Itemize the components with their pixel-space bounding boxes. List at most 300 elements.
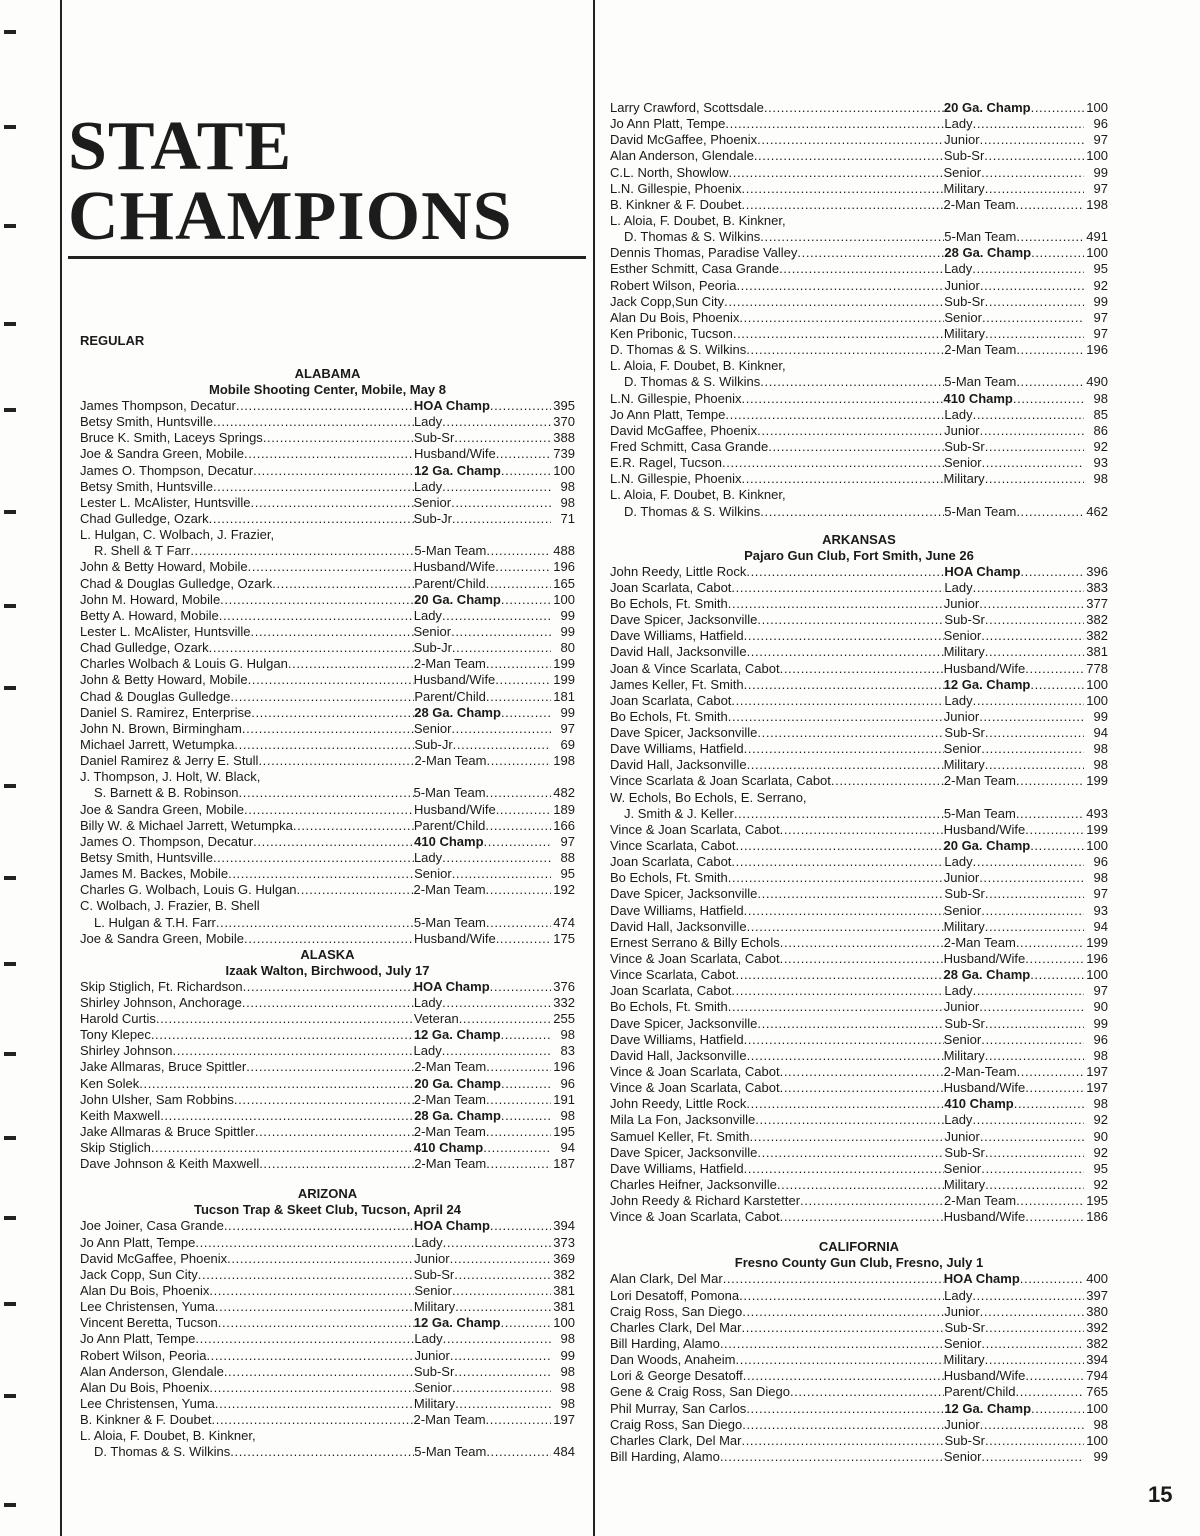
- dot-leader: [1016, 935, 1084, 951]
- dot-leader: [213, 479, 414, 495]
- score: 98: [1093, 390, 1108, 406]
- result-row: [80, 446, 575, 462]
- shooter-names: Chad Gulledge, Ozark: [80, 640, 209, 656]
- result-row: [80, 1315, 575, 1331]
- shooter-names: Dave Johnson & Keith Maxwell: [80, 1156, 260, 1172]
- score: 71: [560, 510, 575, 526]
- result-row: [610, 1433, 1108, 1449]
- dot-leader: [720, 1449, 944, 1465]
- dot-leader: [485, 818, 551, 834]
- shooter-names: Dave Williams, Hatfield: [610, 741, 744, 757]
- event-class: 410 Champ: [943, 390, 1013, 406]
- score: 199: [553, 656, 575, 672]
- event-class: Junior: [414, 1347, 450, 1363]
- dot-leader: [790, 1384, 944, 1400]
- result-row: [80, 1218, 575, 1234]
- dot-leader: [459, 1011, 551, 1027]
- shooter-names: Alan Clark, Del Mar: [610, 1271, 723, 1287]
- event-class: Sub-Jr: [414, 736, 453, 752]
- shooter-names: Joan Scarlata, Cabot: [610, 579, 732, 595]
- score: 97: [1093, 325, 1108, 341]
- shooter-names: B. Kinkner & F. Doubet: [610, 196, 742, 212]
- shooter-names: L. Hulgan & T.H. Farr: [94, 914, 216, 930]
- shooter-names: Ernest Serrano & Billy Echols: [610, 934, 780, 950]
- dot-leader: [980, 132, 1084, 148]
- dot-leader: [244, 446, 414, 462]
- score: 97: [1093, 132, 1108, 148]
- margin-tick: [4, 1302, 16, 1306]
- score: 93: [1093, 455, 1108, 471]
- result-row: [80, 931, 575, 947]
- dot-leader: [1016, 197, 1084, 213]
- score: 97: [560, 720, 575, 736]
- result-row: [610, 391, 1108, 407]
- result-row: [80, 576, 575, 592]
- dot-leader: [484, 834, 551, 850]
- dot-leader: [219, 608, 414, 624]
- shooter-names: Ken Solek: [80, 1075, 140, 1091]
- dot-leader: [1031, 1401, 1084, 1417]
- score: 100: [1086, 1400, 1108, 1416]
- score: 381: [553, 1299, 575, 1315]
- shooter-names: Jack Copp, Sun City: [80, 1266, 198, 1282]
- score: 100: [1086, 100, 1108, 115]
- title-underline: [68, 256, 586, 259]
- dot-leader: [780, 1209, 944, 1225]
- score: 382: [1086, 628, 1108, 644]
- score: 181: [553, 688, 575, 704]
- dot-leader: [234, 1092, 414, 1108]
- result-row: [610, 407, 1108, 423]
- shooter-names: David McGaffee, Phoenix: [610, 422, 758, 438]
- shooter-names: L. Hulgan, C. Wolbach, J. Frazier,: [80, 527, 275, 543]
- result-row: [610, 278, 1108, 294]
- result-row: [80, 1235, 575, 1251]
- dot-leader: [739, 1288, 944, 1304]
- event-heading: Fresno County Gun Club, Fresno, July 1: [734, 1255, 984, 1271]
- result-row: [80, 689, 575, 705]
- event-class: 12 Ga. Champ: [413, 1027, 501, 1043]
- dot-leader: [780, 661, 944, 677]
- event-class: Husband/Wife: [943, 660, 1026, 676]
- dot-leader: [985, 1320, 1084, 1336]
- score: 396: [1086, 563, 1108, 579]
- score: 94: [1093, 918, 1108, 934]
- dot-leader: [985, 1048, 1084, 1064]
- dot-leader: [218, 1315, 414, 1331]
- dot-leader: [979, 999, 1084, 1015]
- score: 98: [1093, 757, 1108, 773]
- shooter-names: Esther Schmitt, Casa Grande: [610, 261, 780, 277]
- result-row: [80, 543, 575, 559]
- score: 166: [553, 817, 575, 833]
- shooter-names: Bo Echols, Ft. Smith: [610, 595, 728, 611]
- result-row: [80, 1092, 575, 1108]
- result-row: [80, 1299, 575, 1315]
- event-class: HOA Champ: [943, 1271, 1020, 1287]
- dot-leader: [251, 495, 414, 511]
- result-row: [610, 612, 1108, 628]
- score: 197: [1086, 1064, 1108, 1080]
- shooter-names: Joe Joiner, Casa Grande: [80, 1218, 224, 1234]
- dot-leader: [1017, 1064, 1084, 1080]
- result-row: [610, 423, 1108, 439]
- dot-leader: [244, 802, 414, 818]
- dot-leader: [212, 1412, 414, 1428]
- dot-leader: [209, 511, 414, 527]
- result-row: [610, 1096, 1108, 1112]
- dot-leader: [731, 983, 944, 999]
- shooter-names: Skip Stiglich: [80, 1140, 151, 1156]
- event-class: 2-Man Team: [944, 342, 1017, 358]
- result-row: [80, 1267, 575, 1283]
- event-heading: Izaak Walton, Birchwood, July 17: [225, 962, 430, 978]
- event-class: Lady: [944, 692, 973, 708]
- score: 100: [553, 462, 575, 478]
- dot-leader: [452, 640, 551, 656]
- shooter-names: Betsy Smith, Huntsville: [80, 849, 213, 865]
- event-class: Junior: [944, 277, 980, 293]
- result-row: [80, 737, 575, 753]
- dot-leader: [156, 1011, 414, 1027]
- event-class: Senior: [944, 309, 982, 325]
- result-row: [80, 1444, 575, 1460]
- dot-leader: [209, 1380, 414, 1396]
- margin-tick: [4, 1394, 16, 1398]
- result-row: [610, 628, 1108, 644]
- dot-leader: [982, 455, 1084, 471]
- event-class: 20 Ga. Champ: [943, 100, 1031, 115]
- event-class: Parent/Child: [414, 688, 486, 704]
- result-row: [610, 693, 1108, 709]
- event-class: Junior: [944, 132, 980, 148]
- dot-leader: [985, 1016, 1084, 1032]
- result-row: [610, 564, 1108, 580]
- dot-leader: [442, 479, 551, 495]
- state-block: [80, 947, 575, 1173]
- dot-leader: [779, 261, 944, 277]
- result-row: [80, 1283, 575, 1299]
- dot-leader: [741, 1433, 944, 1449]
- event-class: Parent/Child: [943, 1384, 1016, 1400]
- score: 488: [553, 543, 575, 559]
- dot-leader: [742, 391, 944, 407]
- result-row: [80, 1251, 575, 1267]
- score: 98: [560, 1107, 575, 1123]
- dot-leader: [234, 737, 414, 753]
- dot-leader: [973, 116, 1084, 132]
- event-class: 2-Man Team: [413, 656, 486, 672]
- score: 98: [560, 478, 575, 494]
- event-class: Lady: [414, 1234, 443, 1250]
- margin-tick: [4, 1136, 16, 1140]
- event-class: Senior: [413, 494, 452, 510]
- result-row: [80, 511, 575, 527]
- result-row: [80, 915, 575, 931]
- shooter-names: L.N. Gillespie, Phoenix: [610, 180, 742, 196]
- result-row: [80, 785, 575, 801]
- event-class: Senior: [414, 1379, 452, 1395]
- shooter-names: Betty A. Howard, Mobile: [80, 607, 219, 623]
- score: 382: [1086, 1335, 1108, 1351]
- shooter-names: Ken Pribonic, Tucson: [610, 325, 733, 341]
- score: 187: [553, 1156, 575, 1172]
- page-title-line-1: STATE: [68, 108, 293, 185]
- dot-leader: [490, 1218, 551, 1234]
- event-class: 5-Man Team: [944, 374, 1017, 390]
- shooter-names: Dan Woods, Anaheim: [610, 1352, 736, 1368]
- shooter-names: L. Aloia, F. Doubet, B. Kinkner,: [80, 1428, 256, 1444]
- event-class: Lady: [414, 1331, 443, 1347]
- left-column-rule: [60, 0, 62, 1536]
- result-row: [610, 1209, 1108, 1225]
- result-row: [80, 1027, 575, 1043]
- dot-leader: [455, 1299, 551, 1315]
- score: 98: [560, 1027, 575, 1043]
- shooter-names: Robert Wilson, Peoria: [80, 1347, 207, 1363]
- dot-leader: [1025, 1080, 1084, 1096]
- score: 96: [1093, 1031, 1108, 1047]
- shooter-names: Betsy Smith, Huntsville: [80, 414, 213, 430]
- dot-leader: [454, 1364, 551, 1380]
- shooter-names: Vince Scarlata, Cabot: [610, 967, 736, 983]
- dot-leader: [451, 624, 551, 640]
- dot-leader: [1025, 1368, 1084, 1384]
- shooter-names: James Keller, Ft. Smith: [610, 676, 744, 692]
- result-row: [610, 1449, 1108, 1465]
- dot-leader: [486, 656, 551, 672]
- shooter-names: Phil Murray, San Carlos: [610, 1400, 747, 1416]
- state-block: [80, 1186, 575, 1460]
- dot-leader: [985, 725, 1084, 741]
- dot-leader: [736, 1352, 944, 1368]
- result-row: [610, 471, 1108, 487]
- dot-leader: [1030, 967, 1084, 983]
- result-row: [610, 1417, 1108, 1433]
- dot-leader: [486, 753, 551, 769]
- event-class: 2-Man Team: [943, 196, 1016, 212]
- shooter-names: Jo Ann Platt, Tempe: [610, 116, 726, 132]
- result-row: [80, 1412, 575, 1428]
- result-row: [80, 753, 575, 769]
- dot-leader: [1031, 245, 1084, 261]
- dot-leader: [244, 931, 414, 947]
- dot-leader: [739, 310, 944, 326]
- dot-leader: [985, 326, 1084, 342]
- dot-leader: [490, 979, 551, 995]
- event-class: Military: [943, 1177, 986, 1192]
- score: 92: [1093, 1144, 1108, 1160]
- score: 376: [553, 978, 575, 994]
- event-class: Lady: [944, 579, 973, 595]
- dot-leader: [224, 1364, 414, 1380]
- shooter-names: Betsy Smith, Huntsville: [80, 478, 213, 494]
- shooter-names: Dave Spicer, Jacksonville: [610, 1144, 758, 1160]
- dot-leader: [1020, 1271, 1084, 1287]
- dot-leader: [486, 1092, 551, 1108]
- score: 198: [553, 753, 575, 769]
- shooter-names: Dave Williams, Hatfield: [610, 628, 744, 644]
- result-row: [80, 640, 575, 656]
- shooter-names: Lee Christensen, Yuma: [80, 1396, 215, 1412]
- event-class: Sub-Sr: [944, 1432, 985, 1448]
- shooter-names: Robert Wilson, Peoria: [610, 277, 737, 293]
- shooter-names: Joe & Sandra Green, Mobile: [80, 801, 245, 817]
- dot-leader: [972, 261, 1084, 277]
- score: 739: [553, 446, 575, 462]
- event-class: Senior: [414, 1283, 452, 1299]
- shooter-names: Chad & Douglas Gulledge, Ozark: [80, 575, 273, 591]
- shooter-names: Lori & George Desatoff: [610, 1368, 743, 1384]
- dot-leader: [749, 1129, 944, 1145]
- dot-leader: [442, 850, 551, 866]
- dot-leader: [728, 596, 944, 612]
- dot-leader: [985, 919, 1084, 935]
- score: 98: [560, 1331, 575, 1347]
- right-results-column: [610, 100, 1108, 1465]
- shooter-names: Skip Stiglich, Ft. Richardson: [80, 978, 243, 994]
- dot-leader: [747, 757, 944, 773]
- score: 95: [1093, 1160, 1108, 1176]
- result-row: [80, 979, 575, 995]
- dot-leader: [981, 741, 1084, 757]
- score: 99: [560, 607, 575, 623]
- dot-leader: [486, 915, 551, 931]
- dot-leader: [239, 785, 414, 801]
- event-class: Junior: [944, 1416, 980, 1432]
- dot-leader: [1014, 1096, 1084, 1112]
- dot-leader: [139, 1076, 414, 1092]
- event-class: Military: [943, 1047, 985, 1063]
- dot-leader: [198, 1267, 414, 1283]
- dot-leader: [486, 1156, 551, 1172]
- shooter-names: Daniel S. Ramirez, Enterprise: [80, 704, 252, 720]
- event-class: 2-Man Team: [413, 882, 486, 898]
- shooter-names: John Reedy, Little Rock: [610, 1096, 747, 1112]
- shooter-names: Gene & Craig Ross, San Diego: [610, 1384, 790, 1400]
- dot-leader: [442, 995, 551, 1011]
- section-label: REGULAR: [80, 333, 145, 348]
- shooter-names: Bo Echols, Ft. Smith: [610, 999, 728, 1015]
- left-results-column: [80, 366, 575, 1461]
- result-row: [610, 644, 1108, 660]
- event-class: Lady: [413, 1043, 442, 1059]
- dot-leader: [501, 1027, 551, 1043]
- event-class: Sub-Jr: [413, 510, 452, 526]
- event-class: Lady: [413, 478, 443, 494]
- dot-leader: [224, 1218, 414, 1234]
- score: 482: [553, 785, 575, 801]
- result-row: [610, 1384, 1108, 1400]
- result-row: [610, 1304, 1108, 1320]
- event-class: Military: [943, 180, 985, 196]
- score: 99: [1093, 164, 1108, 180]
- shooter-names: E.R. Ragel, Tucson: [610, 455, 722, 471]
- event-class: Senior: [944, 455, 982, 471]
- result-row: [610, 1112, 1108, 1128]
- event-class: Military: [943, 644, 985, 660]
- shooter-names: Charles Clark, Del Mar: [610, 1432, 742, 1448]
- shooter-names: James O. Thompson, Decatur: [80, 833, 254, 849]
- shooter-names: John M. Howard, Mobile: [80, 591, 221, 607]
- dot-leader: [486, 689, 551, 705]
- event-class: Senior: [413, 720, 452, 736]
- dot-leader: [973, 407, 1084, 423]
- event-class: 28 Ga. Champ: [414, 704, 501, 720]
- result-row: [610, 806, 1108, 822]
- score: 100: [1086, 967, 1108, 983]
- dot-leader: [742, 1304, 944, 1320]
- shooter-names: Bill Harding, Alamo: [610, 1448, 720, 1464]
- result-row: [610, 725, 1108, 741]
- event-class: Lady: [413, 607, 442, 623]
- dot-leader: [1016, 342, 1084, 358]
- result-row: [80, 705, 575, 721]
- event-class: 2-Man Team: [413, 1091, 486, 1107]
- dot-leader: [1016, 1193, 1084, 1209]
- result-row: [80, 1380, 575, 1396]
- event-class: 28 Ga. Champ: [943, 967, 1031, 983]
- score: 99: [1093, 1015, 1108, 1031]
- event-class: Junior: [944, 1128, 980, 1144]
- dot-leader: [973, 854, 1084, 870]
- event-class: 5-Man Team: [944, 503, 1017, 519]
- dot-leader: [215, 1299, 414, 1315]
- result-row: [80, 769, 575, 785]
- shooter-names: Alan Anderson, Glendale: [610, 148, 754, 164]
- event-class: Senior: [943, 628, 982, 644]
- event-class: Husband/Wife: [943, 951, 1026, 967]
- shooter-names: Alan Du Bois, Phoenix: [80, 1379, 210, 1395]
- margin-tick: [4, 408, 16, 412]
- shooter-names: Vince Scarlata & Joan Scarlata, Cabot: [610, 773, 831, 789]
- score: 191: [553, 1091, 575, 1107]
- state-heading: ARIZONA: [297, 1186, 358, 1202]
- shooter-names: D. Thomas & S. Wilkins: [610, 342, 747, 358]
- shooter-names: Chad Gulledge, Ozark: [80, 510, 209, 526]
- dot-leader: [985, 1177, 1084, 1193]
- dot-leader: [757, 132, 944, 148]
- dot-leader: [452, 1283, 551, 1299]
- shooter-names: Bruce K. Smith, Laceys Springs: [80, 430, 263, 446]
- dot-leader: [259, 1156, 414, 1172]
- event-class: Senior: [943, 1031, 982, 1047]
- shooter-names: Lori Desatoff, Pomona: [610, 1287, 740, 1303]
- shooter-names: Daniel Ramirez & Jerry E. Stull: [80, 753, 259, 769]
- result-row: [610, 838, 1108, 854]
- dot-leader: [742, 197, 944, 213]
- shooter-names: Charles Clark, Del Mar: [610, 1319, 742, 1335]
- event-class: Military: [413, 1299, 456, 1315]
- event-class: Husband/Wife: [414, 801, 496, 817]
- dot-leader: [501, 705, 551, 721]
- dot-leader: [747, 1048, 944, 1064]
- event-class: Husband/Wife: [413, 672, 496, 688]
- result-row: [610, 1336, 1108, 1352]
- result-row: [610, 677, 1108, 693]
- result-row: [80, 608, 575, 624]
- event-class: Military: [943, 325, 986, 341]
- result-row: [610, 229, 1108, 245]
- score: 199: [553, 672, 575, 688]
- score: 394: [1086, 1352, 1108, 1368]
- dot-leader: [731, 854, 944, 870]
- dot-leader: [1025, 1209, 1084, 1225]
- result-row: [610, 100, 1108, 116]
- score: 199: [1086, 821, 1108, 837]
- score: 189: [553, 801, 575, 817]
- dot-leader: [486, 1444, 551, 1460]
